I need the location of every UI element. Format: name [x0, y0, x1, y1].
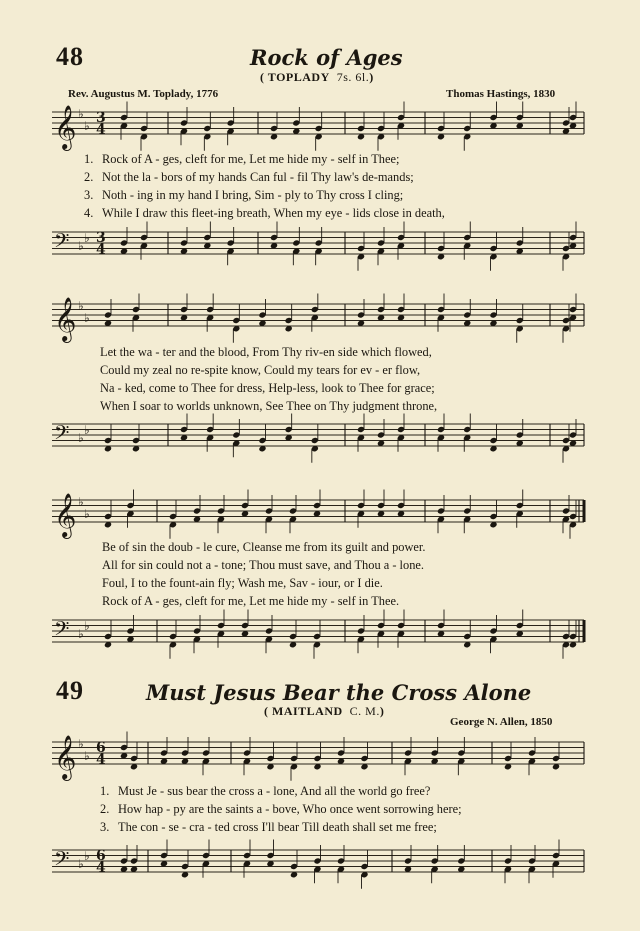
- verse-text: Rock of A - ges, cleft for me, Let me hide my - self in Thee.: [102, 594, 400, 608]
- verse-text: When I soar to worlds unknown, See Thee on Thy judgment throne,: [100, 399, 438, 413]
- time-signature-bottom: 4: [96, 752, 106, 768]
- verse-text: Rock of A - ges, cleft for me, Let me hide my - self in Thee;: [102, 152, 400, 166]
- verse-line: [100, 345, 432, 360]
- verse-line: [102, 558, 424, 573]
- verse-text: All for sin could not a - tone; Thou must save, and Thou a - lone.: [102, 558, 424, 572]
- verse-line: [102, 540, 425, 555]
- verse-text: Let the wa - ter and the blood, From Thy riv-en side which flowed,: [100, 345, 432, 359]
- music-credit-48: Thomas Hastings, 1830: [446, 88, 556, 100]
- hymn-title-49: Must Jesus Bear the Cross Alone: [146, 680, 532, 705]
- flat-sign: ♭: [78, 239, 84, 253]
- flat-sign: ♭: [78, 495, 84, 509]
- verse-line: [84, 188, 403, 203]
- hymn-number-48: 48: [56, 42, 84, 71]
- bass-clef: 𝄢: [54, 421, 70, 449]
- flat-sign: ♭: [84, 423, 90, 437]
- music-credit-49: George N. Allen, 1850: [450, 716, 553, 728]
- tune-meter: C. M.: [349, 704, 380, 718]
- flat-sign: ♭: [84, 849, 90, 863]
- verse-line: [100, 399, 437, 414]
- verse-text: Noth - ing in my hand I bring, Sim - ply to Thy cross I cling;: [102, 188, 404, 202]
- bass-clef: 𝄢: [54, 617, 70, 645]
- tune-meter: 7s. 6l.: [336, 70, 370, 84]
- flat-sign: ♭: [78, 299, 84, 313]
- flat-sign: ♭: [84, 311, 90, 325]
- treble-clef: 𝄞: [54, 493, 77, 537]
- flat-sign: ♭: [84, 507, 90, 521]
- flat-sign: ♭: [78, 107, 84, 121]
- treble-clef: 𝄞: [54, 105, 77, 149]
- verse-text: Foul, I to the fount-ain fly; Wash me, Sav - iour, or I die.: [102, 576, 383, 590]
- bass-clef: 𝄢: [54, 229, 70, 257]
- treble-clef: 𝄞: [54, 735, 77, 779]
- time-signature-top: 6: [96, 848, 106, 864]
- verse-line: [84, 152, 399, 167]
- tune-line-49: ( MAITLAND C. M.): [264, 704, 385, 718]
- hymn-title-48: Rock of Ages: [250, 45, 403, 70]
- verse-number: 3.: [84, 188, 94, 202]
- verse-text: How hap - py are the saints a - bove, Who once went sorrowing here;: [118, 802, 462, 816]
- verse-line: [100, 802, 462, 817]
- verse-text: Not the la - bors of my hands Can ful - fil Thy law's de-mands;: [102, 170, 414, 184]
- verse-text: Could my zeal no re-spite know, Could my tears for ev - er flow,: [100, 363, 421, 377]
- verse-text: Must Je - sus bear the cross a - lone, And all the world go free?: [118, 784, 431, 798]
- time-signature-bottom: 4: [96, 242, 106, 258]
- verse-number: 4.: [84, 206, 94, 220]
- verse-line: [100, 784, 430, 799]
- flat-sign: ♭: [84, 231, 90, 245]
- time-signature-bottom: 4: [96, 860, 106, 876]
- tune-name: MAITLAND: [272, 704, 343, 718]
- verse-number: 1.: [84, 152, 94, 166]
- flat-sign: ♭: [78, 737, 84, 751]
- flat-sign: ♭: [84, 619, 90, 633]
- verse-line: [100, 363, 420, 378]
- verse-text: Be of sin the doub - le cure, Cleanse me from its guilt and power.: [102, 540, 426, 554]
- words-credit-48: Rev. Augustus M. Toplady, 1776: [68, 88, 219, 100]
- verse-line: [100, 820, 437, 835]
- tune-line-48: ( TOPLADY 7s. 6l.): [260, 70, 374, 84]
- flat-sign: ♭: [78, 627, 84, 641]
- time-signature-top: 3: [96, 230, 106, 246]
- verse-line: [100, 381, 435, 396]
- verse-number: 3.: [100, 820, 110, 834]
- flat-sign: ♭: [78, 431, 84, 445]
- treble-clef: 𝄞: [54, 297, 77, 341]
- tune-name: TOPLADY: [267, 70, 330, 84]
- flat-sign: ♭: [84, 749, 90, 763]
- verse-number: 2.: [84, 170, 94, 184]
- hymn-number-49: 49: [56, 676, 84, 705]
- verse-line: [102, 594, 399, 609]
- verse-number: 2.: [100, 802, 110, 816]
- verse-text: While I draw this fleet-ing breath, When my eye - lids close in death,: [102, 206, 445, 220]
- time-signature-bottom: 4: [96, 122, 106, 138]
- bass-clef: 𝄢: [54, 847, 70, 875]
- verse-line: [102, 576, 383, 591]
- verse-line: [84, 206, 445, 221]
- flat-sign: ♭: [78, 857, 84, 871]
- verse-number: 1.: [100, 784, 110, 798]
- verse-text: The con - se - cra - ted cross I'll bear Till death shall set me free;: [118, 820, 437, 834]
- verse-line: [84, 170, 414, 185]
- flat-sign: ♭: [84, 119, 90, 133]
- time-signature-top: 3: [96, 110, 106, 126]
- time-signature-top: 6: [96, 740, 106, 756]
- verse-text: Na - ked, come to Thee for dress, Help-less, look to Thee for grace;: [100, 381, 435, 395]
